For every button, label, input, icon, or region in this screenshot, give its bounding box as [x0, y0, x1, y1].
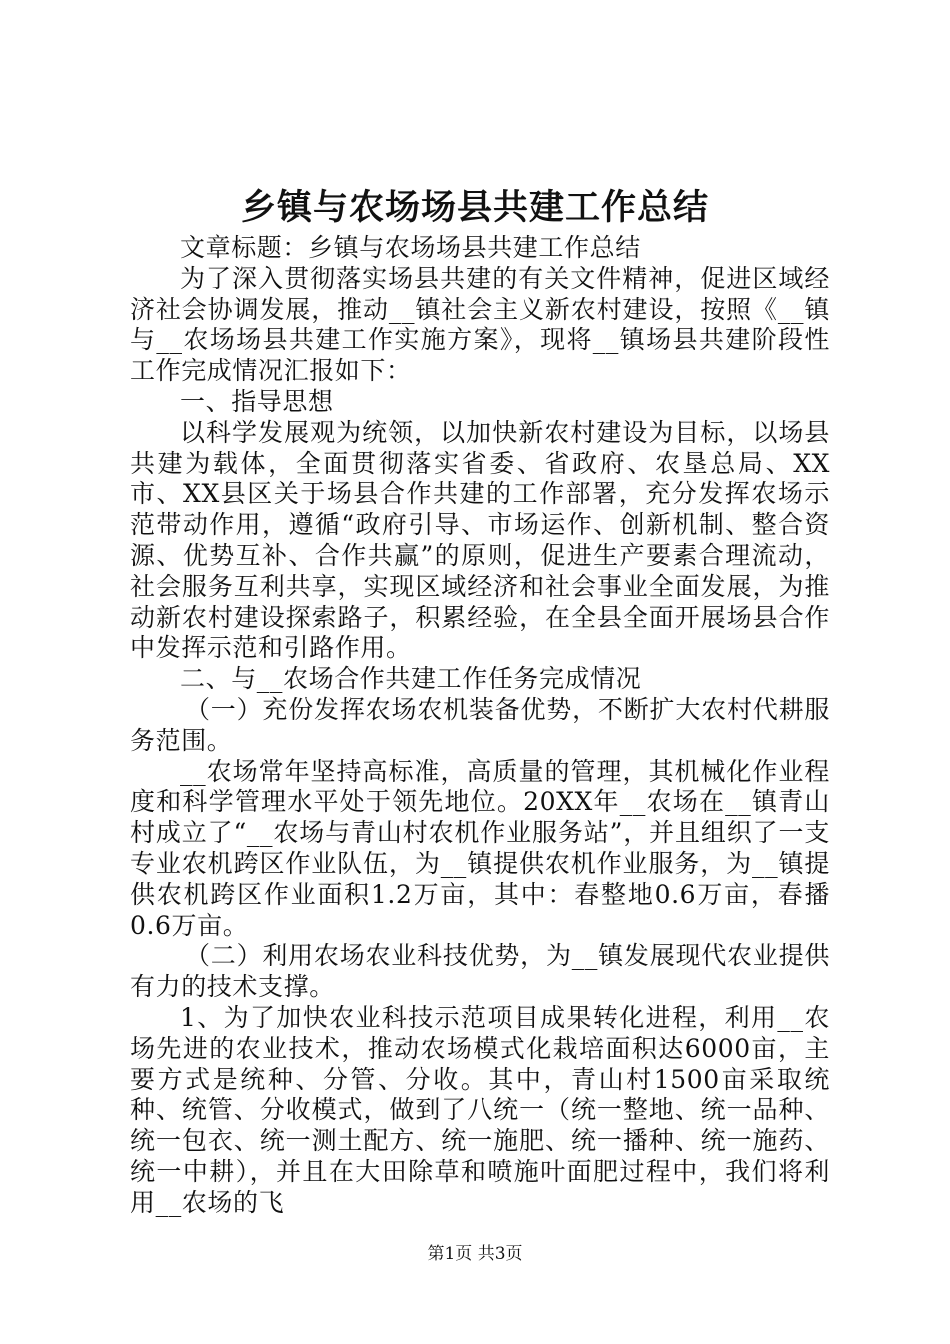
guiding-ideology-paragraph: 以科学发展观为统领，以加快新农村建设为目标，以场县共建为载体，全面贯彻落实省委、省政府、农垦总局、XX市、XX县区关于场县合作共建的工作部署，充分发挥农场示范带动作用，遵循“政府引导、市场运作、创新机制、整合资源、优势互补、合作共赢”的原则，促进生产要素合理流动，社会服务互利共享，实现区域经济和社会事业全面发展，为推动新农村建设探索路子，积累经验，在全县全面开展场县合作中发挥示范和引路作用。	[130, 417, 830, 663]
section-heading-task-completion: 二、与__农场合作共建工作任务完成情况	[180, 664, 642, 694]
machinery-paragraph: __农场常年坚持高标准，高质量的管理，其机械化作业程度和科学管理水平处于领先地位。20XX年__农场在__镇青山村成立了“__农场与青山村农机作业服务站”，并且组织了一支专业农机跨区作业队伍，为__镇提供农机作业服务，为__镇提供农机跨区作业面积1.2万亩，其中：春整地0.6万亩，春播0.6万亩。	[130, 756, 830, 940]
subsection-heading-machinery: （一）充份发挥农场农机装备优势，不断扩大农村代耕服务范围。	[130, 694, 830, 755]
subsection-heading-technology: （二）利用农场农业科技优势，为__镇发展现代农业提供有力的技术支撑。	[130, 941, 830, 1002]
document-body	[130, 233, 830, 1219]
page-indicator: 第1页 共3页	[427, 1244, 523, 1264]
section-heading-guiding-ideology: 一、指导思想	[180, 386, 334, 416]
article-title-line: 文章标题：乡镇与农场场县共建工作总结	[180, 233, 641, 262]
technology-paragraph: 1、为了加快农业科技示范项目成果转化进程，利用__农场先进的农业技术，推动农场模式化栽培面积达6000亩，主要方式是统种、分管、分收。其中，青山村1500亩采取统种、统管、分收模式，做到了八统一（统一整地、统一品种、统一包衣、统一测土配方、统一施肥、统一播种、统一施药、统一中耕），并且在大田除草和喷施叶面肥过程中，我们将利用__农场的飞	[130, 1002, 830, 1217]
intro-paragraph: 为了深入贯彻落实场县共建的有关文件精神，促进区域经济社会协调发展，推动__镇社会主义新农村建设，按照《__镇与__农场场县共建工作实施方案》，现将__镇场县共建阶段性工作完成情况汇报如下：	[130, 263, 830, 386]
document-title: 乡镇与农场场县共建工作总结	[240, 187, 709, 228]
